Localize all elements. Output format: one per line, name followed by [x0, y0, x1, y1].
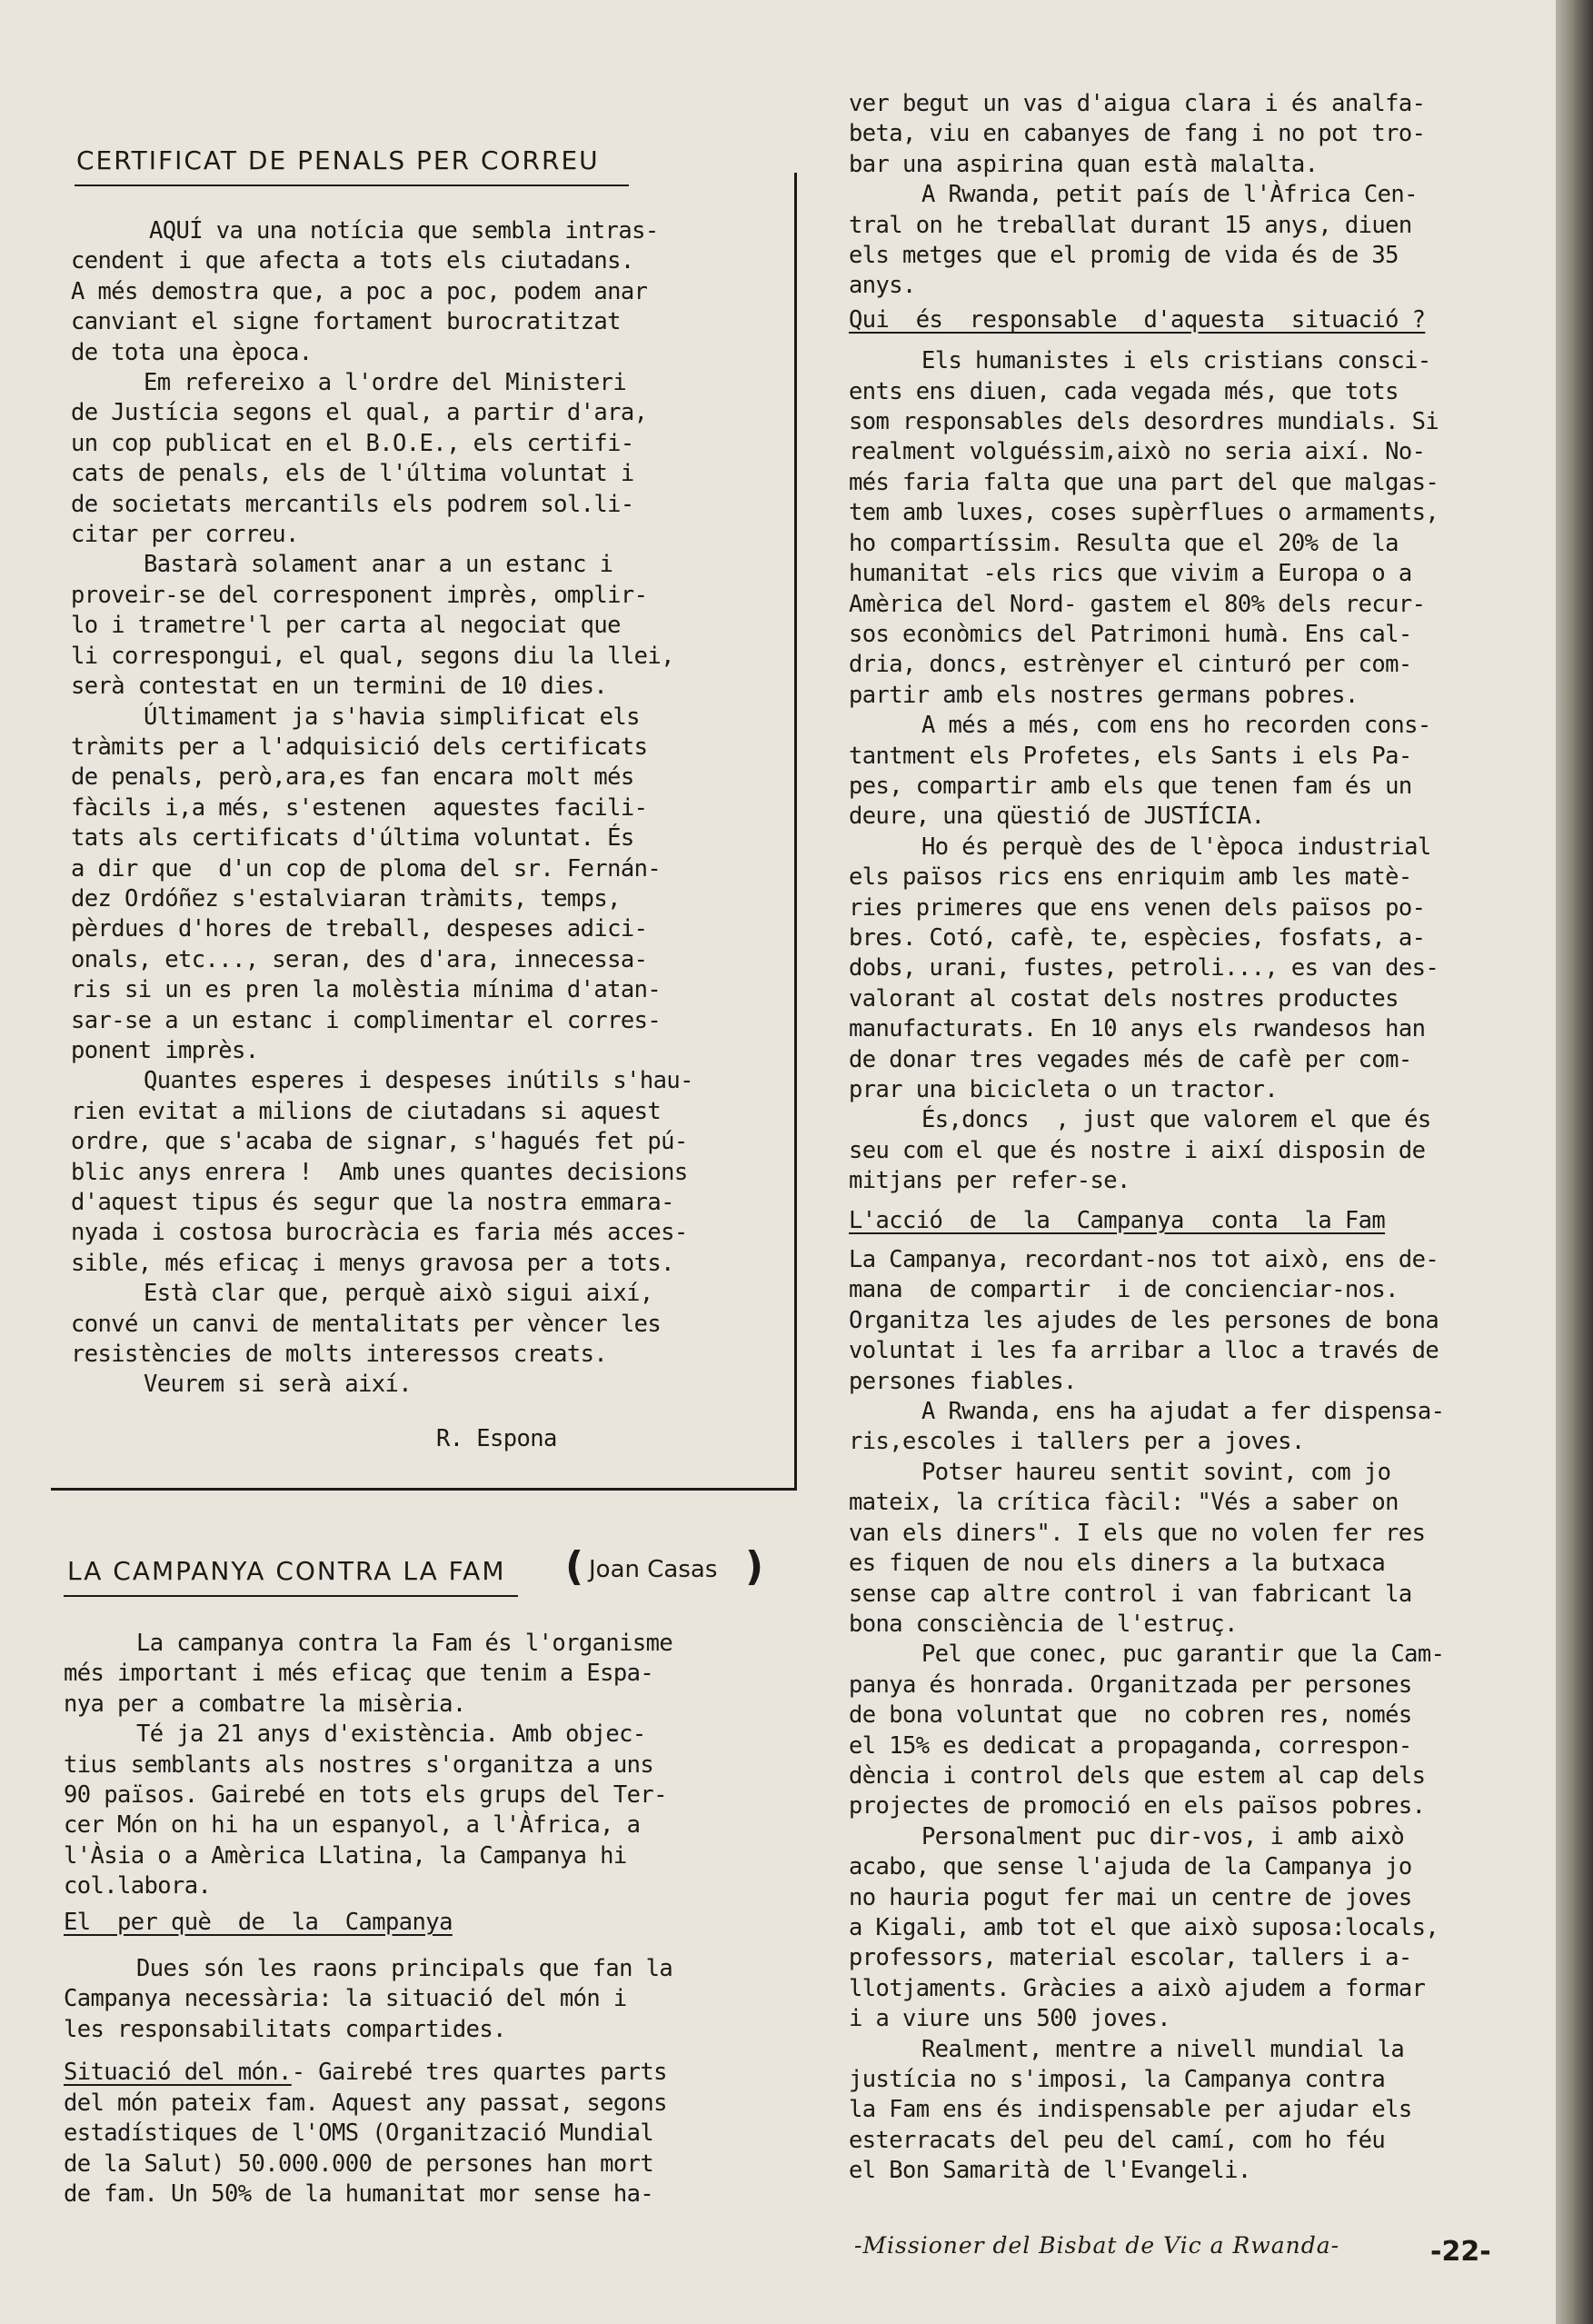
subheading-why: El per què de la Campanya — [64, 1908, 453, 1936]
article2-paragraph: Potser haureu sentit sovint, com jo mateix, la crítica fàcil: "Vés a saber on van els diners". I els que no volen fer res es fiquen de nou els diners a la butxaca sense cap altre control i van fabricant la bona consciència de l'estruç. — [849, 1458, 1426, 1638]
article2-paragraph: Ho és perquè des de l'època industrial els països rics ens enriquim amb les matè- ries primeres que ens venen dels països po- bres. Cotó, cafè, te, espècies, fosfats, a- dobs, urani, fustes, petroli..., es van des- valorant al costat dels nostres productes manufacturats. En 10 anys els rwandesos han de donar tres vegades més de cafè per com- prar una bicicleta o un tractor. — [849, 833, 1439, 1103]
subheading-action: L'acció de la Campanya conta la Fam — [849, 1206, 1386, 1234]
article1-paragraph: Quantes esperes i despeses inútils s'hau- rien evitat a milions de ciutadans si aquest ordre, que s'acaba de signar, s'hagués fet pú- blic anys enrera ! Amb unes quantes decisions d'aquest tipus és segur que la nostra emmara- nyada i costosa burocràcia es faria més acces- sible, més eficaç i menys gravosa per a tots. — [71, 1067, 693, 1277]
article1-paragraph: Veurem si serà així. — [144, 1371, 413, 1399]
article2-left-column — [64, 1629, 772, 2209]
article1-box-bottom-rule — [51, 1488, 797, 1491]
article2-paragraph: Pel que conec, puc garantir que la Cam- panya és honrada. Organitzada per persones de bona voluntat que no cobren res, només el 15% es dedicat a propaganda, correspon- dència i control dels que estem al cap dels projectes de promoció en els països pobres. — [849, 1641, 1445, 1820]
open-paren: ( — [565, 1543, 584, 1590]
article2-paragraph: Dues són les raons principals que fan la Campanya necessària: la situació del món i les responsabilitats compartides. — [64, 1955, 673, 2043]
article2-author — [565, 1543, 765, 1598]
article2-title-rule — [64, 1595, 518, 1597]
article1-title-rule — [75, 185, 629, 186]
article2-paragraph: A més a més, com ens ho recorden cons- tantment els Profetes, els Sants i els Pa- pes, compartir amb els que tenen fam és un deure, una qüestió de JUSTÍCIA. — [849, 712, 1431, 831]
article2-paragraph: ver begut un vas d'aigua clara i és analfa- beta, viu en cabanyes de fang i no pot tro- bar una aspirina quan està malalta. — [849, 90, 1426, 178]
article1-paragraph: AQUÍ va una notícia que sembla intras- cendent i que afecta a tots els ciutadans. A més demostra que, a poc a poc, podem anar canviant el signe fortament burocratitzat de tota una època. — [71, 217, 659, 366]
article2-paragraph: La campanya contra la Fam és l'organisme més important i més eficaç que tenim a Espa- nya per a combatre la misèria. — [64, 1630, 673, 1718]
article2-title: LA CAMPANYA CONTRA LA FAM — [67, 1556, 506, 1586]
article2-closing-note: -Missioner del Bisbat de Vic a Rwanda- — [854, 2232, 1340, 2259]
article1-box-right-rule — [794, 173, 797, 1491]
article1-paragraph: Em refereixo a l'ordre del Ministeri de Justícia segons el qual, a partir d'ara, un cop publicat en el B.O.E., els certifi- cats de penals, els de l'última voluntat i de societats mercantils els podrem sol.li- citar per correu. — [71, 369, 648, 549]
subheading-situation: Situació del món. — [64, 2059, 292, 2087]
article1-body — [71, 216, 762, 1454]
article2-paragraph: Realment, mentre a nivell mundial la justícia no s'imposi, la Campanya contra la Fam ens és indispensable per ajudar els esterracats del peu del camí, com ho féu el Bon Samarità de l'Evangeli. — [849, 2035, 1412, 2185]
article1-paragraph: Bastarà solament anar a un estanc i proveir-se del corresponent imprès, omplir- lo i trametre'l per carta al negociat que li correspongui, el qual, segons diu la llei, serà contestat en un termini de 10 dies. — [71, 551, 674, 701]
article2-paragraph: És,doncs , just que valorem el que és seu com el que és nostre i així disposin de mitjans per refer-se. — [849, 1106, 1431, 1195]
subheading-responsible: Qui és responsable d'aquesta situació ? — [849, 305, 1426, 334]
article2-right-column — [849, 89, 1539, 2187]
close-paren: ) — [745, 1543, 764, 1590]
author-name: Joan Casas — [589, 1556, 718, 1583]
page-edge-shadow — [1556, 0, 1593, 2324]
article1-paragraph: Últimament ja s'havia simplificat els tràmits per a l'adquisició dels certificats de penals, però,ara,es fan encara molt més fàcils i,a més, s'estenen aquestes facili- tats als certificats d'última voluntat. És a dir que d'un cop de ploma del sr. Fernán- dez Ordóñez s'estalviaran tràmits, temps, pèrdues d'hores de treball, despeses adici- onals, etc..., seran, des d'ara, innecessa- ris si un es pren la molèstia mínima d'atan- sar-se a un estanc i complimentar el corres- ponent imprès. — [71, 703, 662, 1064]
article2-paragraph: Personalment puc dir-vos, i amb això acabo, que sense l'ajuda de la Campanya jo no hauria pogut fer mai un centre de joves a Kigali, amb tot el que això suposa:locals, professors, material escolar, tallers i a- llotjaments. Gràcies a això ajudem a formar i a viure uns 500 joves. — [849, 1822, 1439, 2033]
article1-paragraph: Està clar que, perquè això sigui així, convé un canvi de mentalitats per vèncer les resistències de molts interessos creats. — [71, 1280, 662, 1369]
article2-paragraph: Té ja 21 anys d'existència. Amb objec- tius semblants als nostres s'organitza a uns 90 països. Gairebé en tots els grups del Ter- cer Món on hi ha un espanyol, a l'Àfrica, a l'Àsia o a Amèrica Llatina, la Campanya hi col.labora. — [64, 1721, 667, 1900]
page-number: -22- — [1430, 2236, 1491, 2268]
article1-signature: R. Espona — [436, 1424, 557, 1452]
article2-paragraph: La Campanya, recordant-nos tot això, ens de- mana de compartir i de concienciar-nos. Organitza les ajudes de les persones de bona voluntat i les fa arribar a lloc a través de persones fiables. — [849, 1246, 1439, 1395]
article1-title: CERTIFICAT DE PENALS PER CORREU — [76, 145, 600, 175]
article2-paragraph — [64, 2058, 772, 2209]
situation-text: - Gairebé tres quartes parts del món pateix fam. Aquest any passat, segons estadístiques de l'OMS (Organització Mundial de la Salut) 50.000.000 de persones han mort de fam. Un 50% de la humanitat mor sense ha- — [64, 2059, 667, 2208]
article2-paragraph: A Rwanda, ens ha ajudat a fer dispensa- ris,escoles i tallers per a joves. — [849, 1398, 1445, 1456]
article2-paragraph: Els humanistes i els cristians consci- ents ens diuen, cada vegada més, que tots som responsables dels desordres mundials. Si realment volguéssim,això no seria així. No- més faria falta que una part del que malgas- tem amb luxes, coses supèrflues o armaments, ho compartíssim. Resulta que el 20% de la humanitat -els rics que vivim a Europa o a Amèrica del Nord- gastem el 80% dels recur- sos econòmics del Patrimoni humà. Ens cal- dria, doncs, estrènyer el cinturó per com- partir amb els nostres germans pobres. — [849, 347, 1439, 709]
article2-paragraph: A Rwanda, petit país de l'Àfrica Cen- tral on he treballat durant 15 anys, diuen els metges que el promig de vida és de 35 anys. — [849, 181, 1418, 300]
